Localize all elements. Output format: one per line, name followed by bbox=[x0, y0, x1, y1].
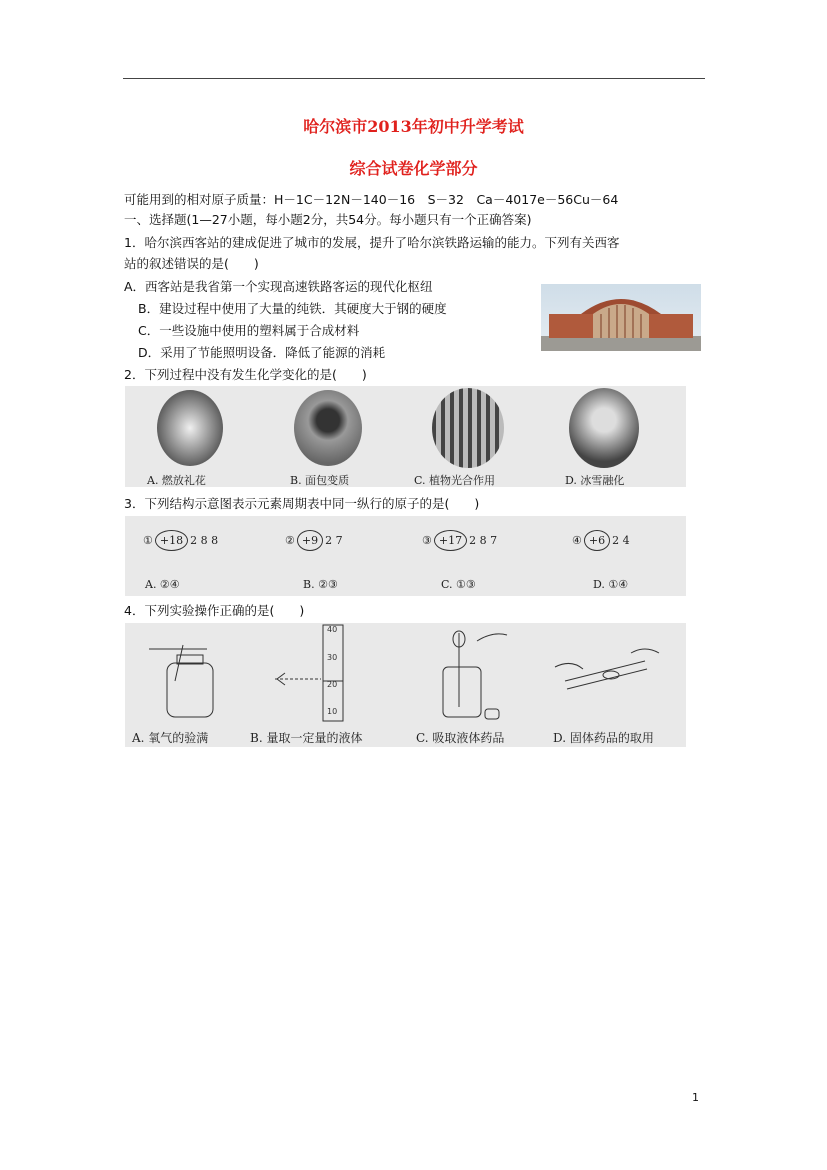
q2-caption-d: D. 冰雪融化 bbox=[565, 474, 625, 487]
q3-figure bbox=[125, 516, 686, 596]
q3-option-c: C. ①③ bbox=[441, 578, 476, 591]
nucleus-1: +18 bbox=[155, 530, 188, 551]
q4-caption-a: A. 氧气的验满 bbox=[132, 731, 209, 745]
q1-stem-line2: 站的叙述错误的是( ) bbox=[124, 256, 259, 271]
q4-caption-d: D. 固体药品的取用 bbox=[553, 731, 654, 745]
scale-label-10: 10 bbox=[327, 707, 338, 716]
scale-label-40: 40 bbox=[327, 625, 338, 634]
nucleus-3: +17 bbox=[434, 530, 467, 551]
melting-snow-image bbox=[569, 388, 639, 468]
q3-option-b: B. ②③ bbox=[303, 578, 338, 591]
section-heading: 一、选择题(1—27小题，每小题2分，共54分。每小题只有一个正确答案) bbox=[124, 212, 532, 227]
q3-option-a: A. ②④ bbox=[145, 578, 180, 591]
q2-caption-b: B. 面包变质 bbox=[290, 474, 350, 487]
atom-1: ① +18 2 8 8 bbox=[143, 530, 218, 551]
q3-stem: 3．下列结构示意图表示元素周期表中同一纵行的原子的是( ) bbox=[124, 496, 480, 511]
q1-option-b: B．建设过程中使用了大量的纯铁．其硬度大于钢的硬度 bbox=[138, 301, 447, 316]
q1-stem-line1: 1．哈尔滨西客站的建成促进了城市的发展，提升了哈尔滨铁路运输的能力。下列有关西客 bbox=[124, 235, 620, 250]
forest-image bbox=[432, 388, 504, 468]
q1-option-c: C．一些设施中使用的塑料属于合成材料 bbox=[138, 323, 360, 338]
q4-stem: 4．下列实验操作正确的是( ) bbox=[124, 603, 305, 618]
q1-option-a: A．西客站是我省第一个实现高速铁路客运的现代化枢纽 bbox=[124, 279, 433, 294]
q4-drawings bbox=[125, 623, 686, 723]
nucleus-4: +6 bbox=[584, 530, 610, 551]
page-number: 1 bbox=[692, 1091, 699, 1104]
moldy-bread-image bbox=[294, 390, 362, 466]
q4-caption-c: C. 吸取液体药品 bbox=[416, 731, 505, 745]
q4-caption-b: B. 量取一定量的液体 bbox=[250, 731, 363, 745]
page-title: 哈尔滨市2013年初中升学考试 bbox=[303, 117, 524, 136]
q2-figure bbox=[125, 386, 686, 487]
q1-option-d: D．采用了节能照明设备．降低了能源的消耗 bbox=[138, 345, 386, 360]
atomic-masses: 可能用到的相对原子质量：H－1C－12N－140－16 S－32 Ca－4017e－56Cu－64 bbox=[124, 192, 619, 207]
nucleus-2: +9 bbox=[297, 530, 323, 551]
scale-label-30: 30 bbox=[327, 653, 338, 662]
atom-2: ② +9 2 7 bbox=[285, 530, 343, 551]
q4-figure bbox=[125, 623, 686, 747]
q2-caption-a: A. 燃放礼花 bbox=[147, 474, 206, 487]
fireworks-image bbox=[157, 390, 223, 466]
header-rule bbox=[123, 78, 705, 79]
q2-caption-c: C. 植物光合作用 bbox=[414, 474, 496, 487]
q2-stem: 2．下列过程中没有发生化学变化的是( ) bbox=[124, 367, 367, 382]
scale-label-20: 20 bbox=[327, 680, 338, 689]
q3-option-d: D. ①④ bbox=[593, 578, 629, 591]
atom-4: ④ +6 2 4 bbox=[572, 530, 630, 551]
page-subtitle: 综合试卷化学部分 bbox=[349, 159, 478, 178]
station-photo bbox=[541, 284, 701, 351]
atom-3: ③ +17 2 8 7 bbox=[422, 530, 497, 551]
